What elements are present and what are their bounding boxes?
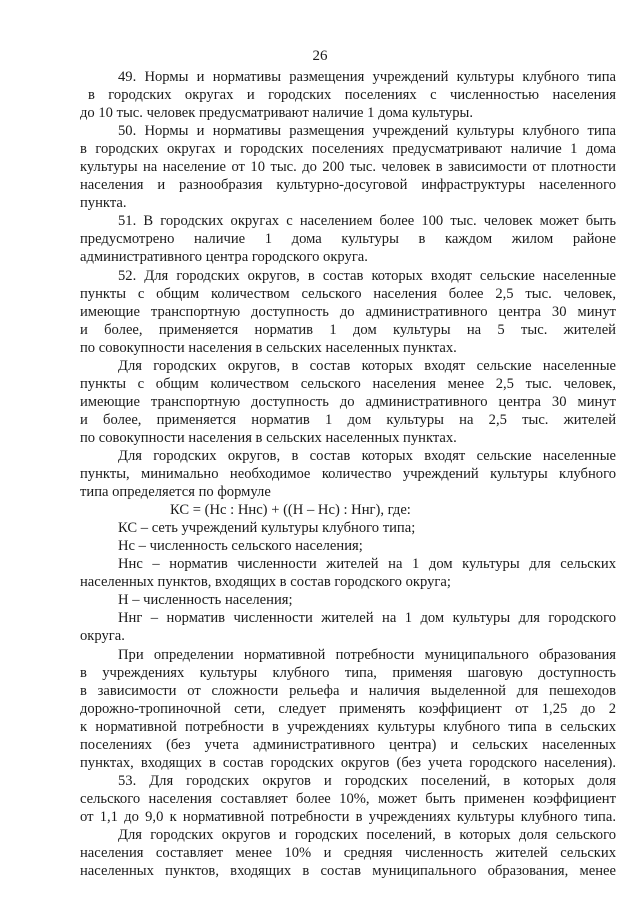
text-line: Для городских округов и городских поселений, в которых доля сельского xyxy=(118,826,616,843)
text-line: административного центра городского округа. xyxy=(80,249,368,266)
text-line: 53. Для городских округов и городских поселений, в которых доля xyxy=(118,772,616,789)
text-line: в учреждениях культуры клубного типа, применяя шаговую доступность xyxy=(80,664,616,681)
text-line: в городских округах и городских поселениях предусматривают наличие 1 дома xyxy=(80,141,616,158)
text-line: населенных пунктов, входящих в состав городского округа; xyxy=(80,574,451,591)
text-line: по совокупности населения в сельских населенных пунктах. xyxy=(80,339,457,356)
text-line: от 1,1 до 9,0 к нормативной потребности в учреждениях культуры клубного типа. xyxy=(80,808,616,825)
text-line: в зависимости от сложности рельефа и наличия выделенной для пешеходов xyxy=(80,682,616,699)
text-line: поселениях (без учета административного центра) и сельских населенных xyxy=(80,736,616,753)
text-line: населения составляет менее 10% и средняя численность жителей сельских xyxy=(80,845,616,862)
text-line: Нс – численность сельского населения; xyxy=(118,538,363,555)
text-line: пункты, минимально необходимое количество учреждений культуры клубного xyxy=(80,466,616,483)
text-line: Ннг – норматив численности жителей на 1 дом культуры для городского xyxy=(118,610,616,627)
document-body xyxy=(80,68,616,880)
text-line: 50. Нормы и нормативы размещения учреждений культуры клубного типа xyxy=(118,123,616,140)
text-line: населенных пунктов, входящих в состав муниципального образования, менее xyxy=(80,863,616,880)
formula-line: КС = (Нс : Ннс) + ((Н – Нс) : Ннг), где: xyxy=(170,502,411,519)
text-line: типа определяется по формуле xyxy=(80,484,271,501)
text-line: КС – сеть учреждений культуры клубного типа; xyxy=(118,520,416,537)
text-line: Для городских округов, в состав которых входят сельские населенные xyxy=(118,357,616,374)
text-line: пунктах, входящих в состав городских округов (без учета городского населения). xyxy=(80,754,616,771)
text-line: имеющие транспортную доступность до административного центра 30 минут xyxy=(80,303,616,320)
text-line: по совокупности населения в сельских населенных пунктах. xyxy=(80,429,457,446)
text-line: и более, применяется норматив 1 дом культуры на 2,5 тыс. жителей xyxy=(80,411,616,428)
text-line: пункта. xyxy=(80,195,127,212)
text-line: предусмотрено наличие 1 дома культуры в каждом жилом районе xyxy=(80,231,616,248)
text-line: населения и разнообразия культурно-досуговой инфраструктуры населенного xyxy=(80,177,616,194)
text-line: пункты с общим количеством сельского населения менее 2,5 тыс. человек, xyxy=(80,375,616,392)
text-line: 51. В городских округах с населением более 100 тыс. человек может быть xyxy=(118,213,616,230)
text-line: до 10 тыс. человек предусматривают наличие 1 дома культуры. xyxy=(80,105,473,122)
text-line: Н – численность населения; xyxy=(118,592,293,609)
text-line: пункты с общим количеством сельского населения более 2,5 тыс. человек, xyxy=(80,285,616,302)
text-line: к нормативной потребности в учреждениях культуры клубного типа в сельских xyxy=(80,718,616,735)
text-line: Для городских округов, в состав которых входят сельские населенные xyxy=(118,447,616,464)
text-line: округа. xyxy=(80,628,125,645)
text-line: и более, применяется норматив 1 дом культуры на 5 тыс. жителей xyxy=(80,321,616,338)
text-line: Ннс – норматив численности жителей на 1 дом культуры для сельских xyxy=(118,556,616,573)
text-line: в городских округах и городских поселениях с численностью населения xyxy=(88,87,616,104)
text-line: 52. Для городских округов, в состав которых входят сельские населенные xyxy=(118,267,616,284)
text-line: дорожно-тропиночной сети, следует применять коэффициент от 1,25 до 2 xyxy=(80,700,616,717)
text-line: При определении нормативной потребности муниципального образования xyxy=(118,646,616,663)
text-line: имеющие транспортную доступность до административного центра 30 минут xyxy=(80,393,616,410)
text-line: 49. Нормы и нормативы размещения учреждений культуры клубного типа xyxy=(118,69,616,85)
text-line: сельского населения составляет более 10%, может быть применен коэффициент xyxy=(80,790,616,807)
page-number: 26 xyxy=(312,48,328,64)
text-line: культуры на население от 10 тыс. до 200 тыс. человек в зависимости от плотности xyxy=(80,159,616,176)
